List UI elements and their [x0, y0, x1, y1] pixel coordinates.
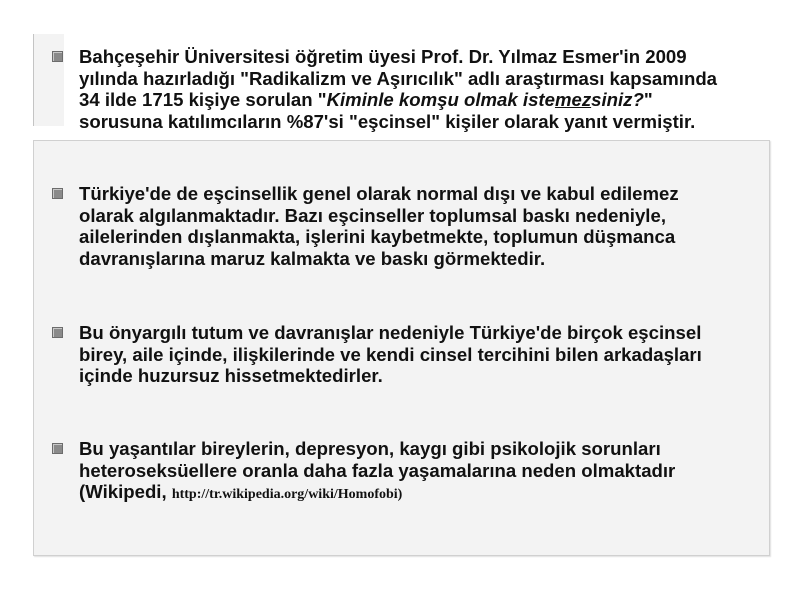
wikipedia-link[interactable]: http://tr.wikipedia.org/wiki/Homofobi) — [171, 487, 403, 502]
survey-question-underlined: mez — [554, 89, 592, 110]
bullet-square-icon — [52, 327, 63, 338]
bullet-4-text: Bu yaşantılar bireylerin, depresyon, kaygı gibi psikolojik sorunları heteroseksüellere oranla daha fazla yaşamalarına neden olmaktadır (Wikipedi, — [79, 438, 676, 502]
bullet-item-3 — [79, 322, 729, 387]
survey-question-end: siniz? — [591, 89, 644, 110]
bullet-square-icon — [52, 51, 63, 62]
bullet-item-4 — [79, 438, 729, 506]
bullet-1-text-end: " sorusuna katılımcıların %87'si "eşcinsel" kişiler olarak yanıt vermiştir. — [79, 89, 696, 132]
survey-question-start: Kiminle komşu olmak iste — [326, 89, 555, 110]
bullet-square-icon — [52, 188, 63, 199]
bullet-2-text: Türkiye'de de eşcinsellik genel olarak normal dışı ve kabul edilemez olarak algılanmaktadır. Bazı eşcinseller toplumsal baskı nedeniyle, ailelerinden dışlanmakta, işlerini kaybetmekte, toplumun düşmanca davranışlarına maruz kalmakta ve baskı görmektedir. — [79, 183, 679, 269]
bullet-item-1 — [79, 46, 729, 132]
bullet-3-text: Bu önyargılı tutum ve davranışlar nedeniyle Türkiye'de birçok eşcinsel birey, aile içinde, ilişkilerinde ve kendi cinsel tercihini bilen arkadaşları içinde huzursuz hissetmektedirler. — [79, 322, 702, 386]
bullet-square-icon — [52, 443, 63, 454]
bullet-1-text-start: Bahçeşehir Üniversitesi öğretim üyesi Prof. Dr. Yılmaz Esmer'in 2009 yılında hazırladığı "Radikalizm ve Aşırıcılık" adlı araştırması kapsamında 34 ilde 1715 kişiye sorulan " — [79, 46, 718, 110]
bullet-item-2 — [79, 183, 729, 269]
